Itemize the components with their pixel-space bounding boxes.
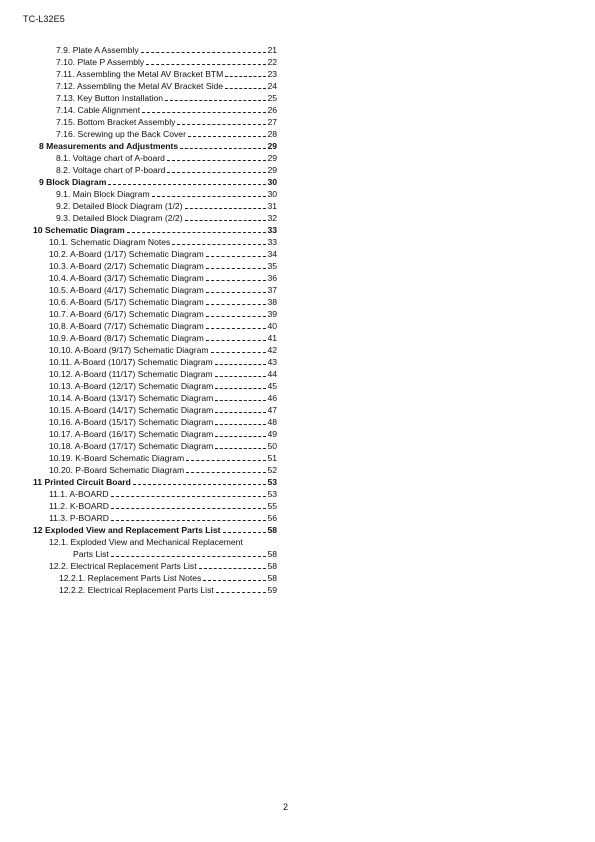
- toc-subsection-entry[interactable]: [0, 152, 595, 164]
- toc-entry-label: 7.11. Assembling the Metal AV Bracket BTM: [56, 69, 224, 79]
- toc-entry-page: 28: [267, 129, 277, 139]
- dot-leader: [133, 484, 267, 485]
- toc-subsection-entry[interactable]: [0, 200, 595, 212]
- dot-leader: [206, 280, 267, 281]
- toc-subsection-entry[interactable]: [0, 356, 595, 368]
- toc-entry-page: 34: [267, 249, 277, 259]
- dot-leader: [211, 352, 267, 353]
- toc-subsection-entry[interactable]: [0, 332, 595, 344]
- toc-entry-label: 7.13. Key Button Installation: [56, 93, 164, 103]
- toc-entry-page: 39: [267, 309, 277, 319]
- toc-subsection-entry[interactable]: [0, 452, 595, 464]
- dot-leader: [185, 220, 267, 221]
- toc-entry-label: 10.7. A-Board (6/17) Schematic Diagram: [49, 309, 204, 319]
- dot-leader: [177, 124, 266, 125]
- toc-entry-label: 12.2. Electrical Replacement Parts List: [49, 561, 197, 571]
- toc-entry-page: 29: [267, 153, 277, 163]
- toc-entry-page: 55: [267, 501, 277, 511]
- dot-leader: [206, 328, 267, 329]
- toc-entry-label: 10.5. A-Board (4/17) Schematic Diagram: [49, 285, 204, 295]
- dot-leader: [108, 184, 266, 185]
- toc-entry-page: 47: [267, 405, 277, 415]
- toc-entry-page: 43: [267, 357, 277, 367]
- toc-entry-label: 10.6. A-Board (5/17) Schematic Diagram: [49, 297, 204, 307]
- toc-entry-page: 32: [267, 213, 277, 223]
- toc-section-entry[interactable]: [0, 176, 595, 188]
- toc-subsection-entry[interactable]: [0, 368, 595, 380]
- toc-entry-page: 33: [267, 237, 277, 247]
- toc-subsection-entry[interactable]: [0, 392, 595, 404]
- dot-leader: [215, 388, 266, 389]
- dot-leader: [180, 148, 266, 149]
- toc-entry-label: 10.13. A-Board (12/17) Schematic Diagram: [49, 381, 214, 391]
- toc-entry-label: 10.16. A-Board (15/17) Schematic Diagram: [49, 417, 214, 427]
- dot-leader: [165, 100, 266, 101]
- toc-subsection-entry[interactable]: [0, 440, 595, 452]
- document-id-header: TC-L32E5: [23, 14, 65, 24]
- toc-entry-page: 38: [267, 297, 277, 307]
- toc-entry-label: 9.1. Main Block Diagram: [56, 189, 150, 199]
- toc-subsection-entry[interactable]: [0, 56, 595, 68]
- toc-subsection-entry[interactable]: [0, 512, 595, 524]
- toc-entry-page: 30: [267, 189, 277, 199]
- toc-entry-label: 7.12. Assembling the Metal AV Bracket Side: [56, 81, 224, 91]
- toc-subsection-entry[interactable]: [0, 536, 595, 559]
- toc-entry-page: 51: [267, 453, 277, 463]
- toc-entry-label: 10.12. A-Board (11/17) Schematic Diagram: [49, 369, 213, 379]
- dot-leader: [216, 592, 267, 593]
- toc-entry-label: 10 Schematic Diagram: [33, 225, 125, 235]
- dot-leader: [127, 232, 267, 233]
- toc-entry-label: 10.17. A-Board (16/17) Schematic Diagram: [49, 429, 214, 439]
- toc-entry-label: 8.1. Voltage chart of A-board: [56, 153, 165, 163]
- toc-subsection-entry[interactable]: [0, 488, 595, 500]
- toc-entry-page: 22: [267, 57, 277, 67]
- toc-subsection-entry[interactable]: [0, 428, 595, 440]
- toc-entry-label: 10.11. A-Board (10/17) Schematic Diagram: [49, 357, 213, 367]
- toc-subsection-entry[interactable]: [0, 44, 595, 56]
- toc-entry-label: 7.10. Plate P Assembly: [56, 57, 145, 67]
- toc-section-entry[interactable]: [0, 140, 595, 152]
- toc-subsection-entry[interactable]: [0, 260, 595, 272]
- toc-entry-page: 21: [267, 45, 277, 55]
- dot-leader: [206, 340, 267, 341]
- toc-entry-label: 9.3. Detailed Block Diagram (2/2): [56, 213, 183, 223]
- toc-subsection-entry[interactable]: [0, 500, 595, 512]
- dot-leader: [215, 412, 266, 413]
- dot-leader: [206, 292, 267, 293]
- toc-subsection-entry[interactable]: [0, 296, 595, 308]
- dot-leader: [111, 496, 267, 497]
- toc-entry-label: 10.3. A-Board (2/17) Schematic Diagram: [49, 261, 204, 271]
- toc-entry-label: 10.14. A-Board (13/17) Schematic Diagram: [49, 393, 214, 403]
- toc-entry-page: 56: [267, 513, 277, 523]
- toc-entry-page: 52: [267, 465, 277, 475]
- toc-subsection-entry[interactable]: [0, 212, 595, 224]
- toc-entry-page: 58: [267, 573, 277, 583]
- toc-entry-label: 12.2.1. Replacement Parts List Notes: [59, 573, 202, 583]
- dot-leader: [146, 64, 266, 65]
- dot-leader: [172, 244, 266, 245]
- toc-entry-label: 10.9. A-Board (8/17) Schematic Diagram: [49, 333, 204, 343]
- toc-entry-page: 58: [267, 549, 277, 559]
- toc-entry-label: 7.9. Plate A Assembly: [56, 45, 139, 55]
- dot-leader: [199, 568, 267, 569]
- toc-entry-label: 10.18. A-Board (17/17) Schematic Diagram: [49, 441, 214, 451]
- dot-leader: [215, 376, 267, 377]
- dot-leader: [225, 76, 266, 77]
- toc-entry-page: 41: [267, 333, 277, 343]
- toc-entry-page: 25: [267, 93, 277, 103]
- toc-subsection-entry[interactable]: [0, 188, 595, 200]
- toc-subsection-entry[interactable]: [0, 572, 595, 584]
- toc-subsection-entry[interactable]: [0, 464, 595, 476]
- dot-leader: [167, 160, 267, 161]
- toc-subsection-entry[interactable]: [0, 104, 595, 116]
- toc-entry-label: 10.8. A-Board (7/17) Schematic Diagram: [49, 321, 204, 331]
- toc-subsection-entry[interactable]: [0, 380, 595, 392]
- toc-entry-label: 10.19. K-Board Schematic Diagram: [49, 453, 185, 463]
- dot-leader: [111, 556, 267, 557]
- dot-leader: [215, 400, 266, 401]
- toc-subsection-entry[interactable]: [0, 116, 595, 128]
- dot-leader: [215, 436, 266, 437]
- dot-leader: [167, 172, 266, 173]
- toc-entry-label: 10.15. A-Board (14/17) Schematic Diagram: [49, 405, 214, 415]
- toc-entry-label: 12.2.2. Electrical Replacement Parts List: [59, 585, 214, 595]
- toc-entry-page: 49: [267, 429, 277, 439]
- toc-entry-label: 10.1. Schematic Diagram Notes: [49, 237, 171, 247]
- toc-subsection-entry[interactable]: [0, 416, 595, 428]
- toc-entry-label: 11.3. P-BOARD: [49, 513, 110, 523]
- toc-entry-label: 11.2. K-BOARD: [49, 501, 110, 511]
- toc-subsection-entry[interactable]: [0, 128, 595, 140]
- toc-entry-label: 11.1. A-BOARD: [49, 489, 109, 499]
- toc-entry-label: 7.14. Cable Alignment: [56, 105, 141, 115]
- dot-leader: [206, 256, 267, 257]
- toc-entry-page: 53: [267, 489, 277, 499]
- toc-entry-page: 37: [267, 285, 277, 295]
- toc-subsection-entry[interactable]: [0, 272, 595, 284]
- toc-entry-page: 29: [267, 141, 277, 151]
- page-number: 2: [283, 802, 289, 812]
- toc-entry-page: 44: [267, 369, 277, 379]
- toc-subsection-entry[interactable]: [0, 164, 595, 176]
- toc-entry-label: Parts List: [73, 549, 109, 559]
- toc-entry-page: 48: [267, 417, 277, 427]
- toc-entry-page: 50: [267, 441, 277, 451]
- toc-entry-page: 29: [267, 165, 277, 175]
- toc-subsection-entry[interactable]: [0, 236, 595, 248]
- toc-entry-label: 7.16. Screwing up the Back Cover: [56, 129, 186, 139]
- toc-entry-page: 30: [267, 177, 277, 187]
- dot-leader: [203, 580, 266, 581]
- dot-leader: [111, 508, 266, 509]
- toc-entry-label: 8.2. Voltage chart of P-board: [56, 165, 166, 175]
- toc-entry-label: 10.4. A-Board (3/17) Schematic Diagram: [49, 273, 204, 283]
- dot-leader: [206, 304, 267, 305]
- toc-entry-page: 53: [267, 477, 277, 487]
- toc-section-entry[interactable]: [0, 524, 595, 536]
- dot-leader: [186, 460, 266, 461]
- toc-subsection-entry[interactable]: [0, 68, 595, 80]
- toc-subsection-entry[interactable]: [0, 308, 595, 320]
- toc-subsection-entry[interactable]: [0, 284, 595, 296]
- dot-leader: [225, 88, 266, 89]
- dot-leader: [206, 268, 267, 269]
- dot-leader: [152, 196, 267, 197]
- toc-entry-label-line1: 12.1. Exploded View and Mechanical Replacement: [49, 537, 243, 547]
- dot-leader: [215, 424, 266, 425]
- toc-subsection-entry[interactable]: [0, 584, 595, 596]
- toc-entry-label: 10.20. P-Board Schematic Diagram: [49, 465, 185, 475]
- dot-leader: [186, 472, 266, 473]
- toc-section-entry[interactable]: [0, 224, 595, 236]
- toc-subsection-entry[interactable]: [0, 248, 595, 260]
- toc-entry-label: 9 Block Diagram: [39, 177, 107, 187]
- toc-entry-page: 23: [267, 69, 277, 79]
- toc-entry-page: 59: [267, 585, 277, 595]
- toc-entry-page: 24: [267, 81, 277, 91]
- toc-entry-label: 12 Exploded View and Replacement Parts List: [33, 525, 221, 535]
- toc-entry-page: 58: [267, 561, 277, 571]
- dot-leader: [206, 316, 267, 317]
- toc-entry-page: 58: [267, 525, 277, 535]
- toc-entry-page: 36: [267, 273, 277, 283]
- toc-entry-label: 11 Printed Circuit Board: [33, 477, 131, 487]
- toc-entry-page: 45: [267, 381, 277, 391]
- toc-entry-page: 26: [267, 105, 277, 115]
- dot-leader: [215, 364, 267, 365]
- dot-leader: [215, 448, 266, 449]
- toc-entry-label: 8 Measurements and Adjustments: [39, 141, 179, 151]
- toc-entry-page: 35: [267, 261, 277, 271]
- toc-subsection-entry[interactable]: [0, 80, 595, 92]
- toc-entry-label: 10.10. A-Board (9/17) Schematic Diagram: [49, 345, 209, 355]
- toc-entry-label: 10.2. A-Board (1/17) Schematic Diagram: [49, 249, 204, 259]
- dot-leader: [142, 112, 266, 113]
- dot-leader: [141, 52, 267, 53]
- toc-entry-page: 40: [267, 321, 277, 331]
- toc-subsection-entry[interactable]: [0, 92, 595, 104]
- dot-leader: [185, 208, 267, 209]
- toc-section-entry[interactable]: [0, 476, 595, 488]
- toc-subsection-entry[interactable]: [0, 404, 595, 416]
- dot-leader: [111, 520, 266, 521]
- toc-subsection-entry[interactable]: [0, 344, 595, 356]
- toc-entry-page: 27: [267, 117, 277, 127]
- toc-entry-page: 46: [267, 393, 277, 403]
- toc-subsection-entry[interactable]: [0, 560, 595, 572]
- toc-entry-page: 33: [267, 225, 277, 235]
- dot-leader: [223, 532, 267, 533]
- dot-leader: [188, 136, 267, 137]
- toc-entry-label: 7.15. Bottom Bracket Assembly: [56, 117, 176, 127]
- toc-entry-page: 31: [267, 201, 277, 211]
- toc-entry-page: 42: [267, 345, 277, 355]
- toc-entry-label: 9.2. Detailed Block Diagram (1/2): [56, 201, 183, 211]
- toc-subsection-entry[interactable]: [0, 320, 595, 332]
